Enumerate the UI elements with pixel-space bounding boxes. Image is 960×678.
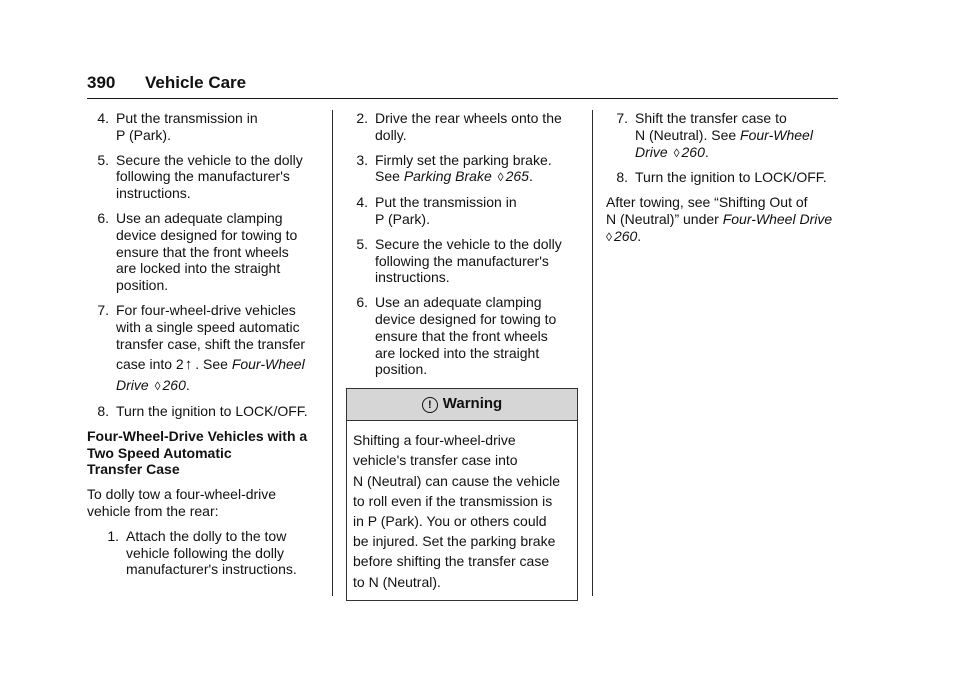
step-7 (606, 110, 840, 161)
step-number: 8. (616, 169, 628, 186)
cross-reference: Parking Brake (403, 168, 492, 185)
see-text: . See (195, 356, 232, 373)
step-number: 2. (356, 110, 368, 126)
step-text-line (375, 168, 578, 186)
warning-line: before shifting the transfer case (353, 553, 550, 570)
step-text: For four-wheel-drive vehicles (116, 301, 296, 318)
step-6 (346, 294, 578, 378)
warning-title: Warning (442, 395, 503, 413)
step-4 (87, 110, 327, 144)
paragraph-line (606, 211, 840, 228)
warning-header (347, 389, 577, 421)
step-number: 6. (97, 209, 109, 226)
subheading-line: Four-Wheel-Drive Vehicles with a (87, 427, 308, 444)
warning-box (346, 388, 578, 601)
step-text: Turn the ignition to LOCK/OFF. (635, 169, 827, 186)
step-number: 5. (97, 151, 109, 168)
paragraph-line: After towing, see “Shifting Out of (606, 194, 808, 211)
cross-reference: Drive (635, 143, 668, 160)
step-text: ensure that the front wheels (116, 243, 289, 260)
step-text: ensure that the front wheels (375, 327, 548, 344)
step-text: manufacturer's instructions. (126, 561, 297, 578)
step-text: position. (116, 277, 169, 294)
warning-icon: ! (422, 397, 438, 413)
subheading-line: Two Speed Automatic (87, 444, 232, 461)
step-text: N (Neutral). See (635, 126, 741, 143)
subheading (87, 428, 327, 478)
step-text-line (635, 127, 840, 144)
page-pointer-icon: ◊ (497, 170, 504, 185)
column-divider (592, 110, 593, 596)
intro-paragraph (87, 486, 327, 520)
step-number: 4. (97, 110, 109, 126)
paragraph-line: To dolly tow a four-wheel-drive (87, 486, 277, 503)
page-reference: 265 (505, 168, 529, 185)
step-text: device designed for towing to (375, 310, 557, 327)
period: . (704, 143, 709, 160)
subheading-line: Transfer Case (87, 461, 180, 478)
step-8 (606, 169, 840, 186)
page-number: 390 (87, 73, 116, 92)
step-text: instructions. (375, 269, 450, 286)
step-text: Drive the rear wheels onto the (375, 110, 562, 126)
warning-line: be injured. Set the parking brake (353, 533, 556, 550)
column-right (606, 110, 840, 254)
step-number: 7. (97, 301, 109, 318)
section-title: Vehicle Care (145, 73, 247, 92)
warning-line: to N (Neutral). (353, 573, 441, 590)
step-text: Turn the ignition to LOCK/OFF. (116, 402, 308, 419)
step-8 (87, 403, 327, 420)
step-text: transfer case, shift the transfer (116, 335, 306, 352)
step-5 (346, 236, 578, 286)
period: . (185, 377, 190, 394)
step-text: P (Park). (375, 210, 430, 227)
step-number: 7. (616, 110, 628, 126)
step-7 (87, 302, 327, 395)
cross-reference: Four-Wheel (740, 126, 813, 143)
step-text: Secure the vehicle to the dolly (375, 235, 562, 252)
step-number: 3. (356, 151, 368, 168)
warning-line: in P (Park). You or others could (353, 512, 547, 529)
step-5 (87, 152, 327, 202)
step-text: following the manufacturer's (116, 168, 290, 185)
step-text: instructions. (116, 185, 191, 202)
step-3 (346, 152, 578, 187)
column-left (87, 110, 327, 586)
paragraph-line (606, 228, 840, 246)
step-number: 4. (356, 194, 368, 211)
column-middle (346, 110, 578, 601)
step-text: device designed for towing to (116, 226, 298, 243)
period: . (637, 227, 642, 244)
page-pointer-icon: ◊ (673, 145, 680, 160)
step-text: Put the transmission in (375, 194, 517, 211)
step-text: vehicle following the dolly (126, 544, 284, 561)
cross-reference: Drive (116, 377, 149, 394)
step-text: Use an adequate clamping (375, 294, 542, 311)
page-header (87, 70, 838, 99)
step-text: with a single speed automatic (116, 318, 300, 335)
step-number: 8. (97, 402, 109, 419)
step-number: 5. (356, 235, 368, 252)
step-text: Use an adequate clamping (116, 209, 283, 226)
step-text-line (116, 377, 327, 395)
after-towing-paragraph (606, 194, 840, 245)
page-pointer-icon: ◊ (606, 229, 612, 244)
step-text: are locked into the straight (375, 344, 540, 361)
step-text-line (635, 144, 840, 162)
up-arrow-icon: ↑ (184, 356, 193, 374)
step-text: Secure the vehicle to the dolly (116, 151, 303, 168)
step-number: 1. (107, 527, 119, 544)
step-text: P (Park). (116, 126, 171, 143)
step-text: Attach the dolly to the tow (126, 527, 287, 544)
warning-body (347, 421, 577, 600)
step-6 (87, 210, 327, 294)
column-divider (332, 110, 333, 596)
step-4 (346, 194, 578, 228)
page-reference: 260 (681, 143, 705, 160)
step-text: case into 2 (116, 356, 184, 373)
step-text: Firmly set the parking brake. (375, 151, 552, 168)
cross-reference: Four-Wheel Drive (722, 210, 833, 227)
cross-reference: Four-Wheel (231, 356, 305, 373)
warning-line: vehicle's transfer case into (353, 452, 518, 469)
warning-line: Shifting a four-wheel-drive (353, 432, 516, 449)
paragraph-text: N (Neutral)” under (606, 210, 723, 227)
period: . (528, 168, 533, 185)
warning-line: to roll even if the transmission is (353, 492, 553, 509)
step-text: Put the transmission in (116, 110, 258, 126)
see-text: See (375, 168, 404, 185)
step-2 (346, 110, 578, 144)
step-text: position. (375, 361, 428, 378)
paragraph-line: vehicle from the rear: (87, 502, 219, 519)
step-text: following the manufacturer's (375, 252, 549, 269)
page-reference: 260 (613, 227, 638, 244)
step-text-line (116, 356, 327, 373)
step-text: are locked into the straight (116, 260, 281, 277)
step-1 (97, 528, 327, 578)
step-text: Shift the transfer case to (635, 110, 787, 126)
page-pointer-icon: ◊ (154, 379, 161, 394)
step-number: 6. (356, 294, 368, 311)
warning-line: N (Neutral) can cause the vehicle (353, 472, 560, 489)
step-text: dolly. (375, 126, 407, 143)
page-reference: 260 (162, 377, 186, 394)
